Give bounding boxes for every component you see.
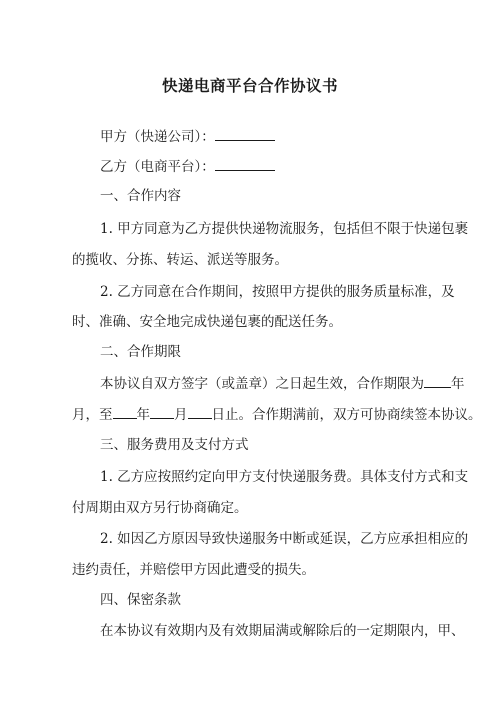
section2-text-line1 (100, 375, 465, 393)
section2-text-part: 年 (451, 376, 465, 392)
section3-heading: 三、服务费用及支付方式 (100, 437, 249, 453)
end-day-blank (188, 406, 212, 419)
section1-heading: 一、合作内容 (100, 188, 181, 204)
section2-text-part: 日止。合作期满前，双方可协商续签本协议。 (211, 407, 482, 423)
section2-text-part: 年 (136, 407, 150, 423)
party-a-line (100, 128, 275, 146)
section2-text-part: 本协议自双方签字（或盖章）之日起生效，合作期限为 (100, 376, 424, 392)
section1-item2-line2: 时、准确、安全地完成快递包裹的配送任务。 (72, 314, 342, 330)
party-b-label: 乙方（电商平台）： (100, 159, 215, 175)
section4-heading: 四、保密条款 (100, 592, 181, 608)
section1-item1-line2: 的揽收、分拣、转运、派送等服务。 (72, 252, 288, 268)
party-b-blank (215, 158, 275, 171)
document-title: 快递电商平台合作协议书 (161, 77, 338, 95)
section3-item2-line1: 2. 如因乙方原因导致快递服务中断或延误，乙方应承担相应的 (100, 531, 469, 547)
section2-text-part: 月，至 (72, 407, 113, 423)
section2-text-line2 (72, 406, 482, 424)
term-years-blank (424, 375, 451, 388)
party-a-blank (215, 128, 275, 141)
section1-item2-line1: 2. 乙方同意在合作期间，按照甲方提供的服务质量标准，及 (100, 284, 455, 300)
section3-item1-line1: 1. 乙方应按照约定向甲方支付快递服务费。具体支付方式和支 (100, 469, 469, 485)
end-year-blank (113, 406, 137, 419)
section2-heading: 二、合作期限 (100, 344, 181, 360)
party-a-label: 甲方（快递公司）： (100, 129, 215, 145)
end-month-blank (150, 406, 174, 419)
section3-item2-line2: 违约责任，并赔偿甲方因此遭受的损失。 (72, 562, 315, 578)
section2-text-part: 月 (174, 407, 188, 423)
section1-item1-line1: 1. 甲方同意为乙方提供快递物流服务，包括但不限于快递包裹 (100, 221, 469, 237)
party-b-line (100, 158, 275, 176)
section4-text-line1: 在本协议有效期内及有效期届满或解除后的一定期限内，甲、 (100, 623, 465, 639)
section3-item1-line2: 付周期由双方另行协商确定。 (72, 500, 248, 516)
